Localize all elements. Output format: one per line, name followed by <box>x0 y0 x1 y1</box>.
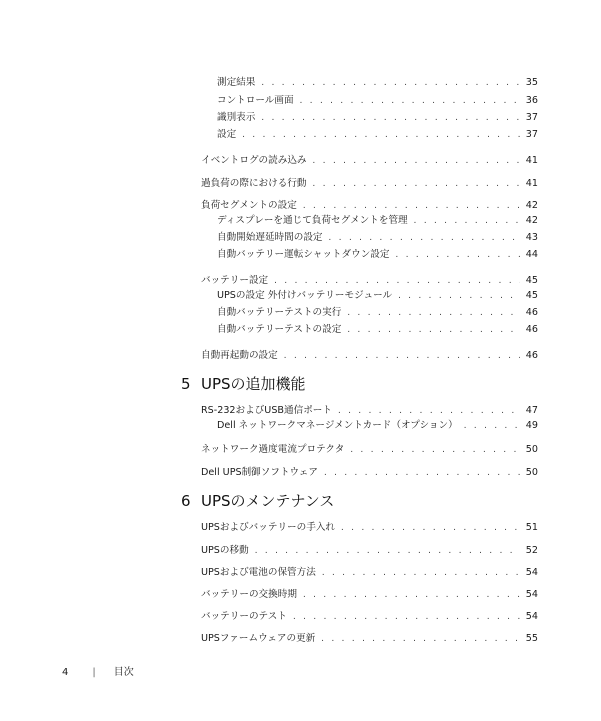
dot-leader <box>303 587 520 603</box>
dot-leader <box>284 348 520 364</box>
toc-entry[interactable] <box>217 288 538 304</box>
dot-leader <box>313 153 520 169</box>
toc-entry[interactable] <box>217 75 538 91</box>
toc-entry[interactable] <box>201 520 538 536</box>
toc-entry-label: Dell ネットワークマネージメントカード（オプション） <box>217 420 458 431</box>
dot-leader <box>396 247 520 263</box>
toc-entry-page: 45 <box>525 275 538 286</box>
toc-entry[interactable] <box>201 609 538 625</box>
toc-entry[interactable] <box>217 93 538 109</box>
footer-page-number: 4 <box>62 667 69 678</box>
toc-entry-label: バッテリー設定 <box>201 275 269 286</box>
dot-leader <box>255 543 520 559</box>
toc-entry-label: 自動バッテリー運転シャットダウン設定 <box>217 249 390 260</box>
dot-leader <box>261 75 519 91</box>
toc-entry-label: 自動バッテリーテストの実行 <box>217 307 342 318</box>
chapter-title: UPSのメンテナンス <box>201 492 335 510</box>
toc-entry-label: UPSの設定 外付けバッテリーモジュール <box>217 290 393 301</box>
toc-entry[interactable] <box>217 127 538 143</box>
toc-entry[interactable] <box>217 322 538 338</box>
dot-leader <box>303 198 520 214</box>
toc-entry-page: 46 <box>525 307 538 318</box>
toc-entry-label: バッテリーの交換時期 <box>201 589 297 600</box>
chapter-title: UPSの追加機能 <box>201 375 306 393</box>
chapter-number: 5 <box>181 375 191 393</box>
toc-entry-label: ネットワーク過度電流プロテクタ <box>201 444 345 455</box>
toc-entry-label: 自動開始遅延時間の設定 <box>217 232 323 243</box>
toc-entry[interactable] <box>201 348 538 364</box>
dot-leader <box>321 631 520 647</box>
toc-entry-label: 過負荷の際における行動 <box>201 178 307 189</box>
toc-entry-page: 52 <box>525 545 538 556</box>
chapter-heading[interactable] <box>181 373 306 395</box>
dot-leader <box>274 273 520 289</box>
toc-entry-label: UPSファームウェアの更新 <box>201 633 316 644</box>
dot-leader <box>414 213 520 229</box>
toc-entry-page: 55 <box>525 633 538 644</box>
toc-entry[interactable] <box>201 465 538 481</box>
toc-entry-label: 自動再起動の設定 <box>201 350 278 361</box>
dot-leader <box>261 110 519 126</box>
toc-entry-page: 41 <box>525 178 538 189</box>
chapter-number: 6 <box>181 492 191 510</box>
dot-leader <box>341 520 520 536</box>
dot-leader <box>313 176 520 192</box>
page-footer <box>62 665 134 681</box>
dot-leader <box>329 230 520 246</box>
toc-entry-label: 設定 <box>217 129 237 140</box>
toc-entry-label: 測定結果 <box>217 77 256 88</box>
toc-entry-label: 自動バッテリーテストの設定 <box>217 324 342 335</box>
toc-entry-page: 51 <box>525 522 538 533</box>
toc-entry[interactable] <box>201 273 538 289</box>
toc-entry-page: 49 <box>525 420 538 431</box>
dot-leader <box>293 609 520 625</box>
toc-entry[interactable] <box>201 631 538 647</box>
toc-entry-page: 42 <box>525 200 538 211</box>
toc-entry-label: RS-232およびUSB通信ポート <box>201 405 332 416</box>
toc-entry[interactable] <box>201 198 538 214</box>
footer-title: 目次 <box>113 667 134 678</box>
toc-entry[interactable] <box>217 230 538 246</box>
toc-entry[interactable] <box>201 543 538 559</box>
toc-entry-label: UPSの移動 <box>201 545 249 556</box>
toc-entry-label: Dell UPS制御ソフトウェア <box>201 467 318 478</box>
toc-entry-page: 36 <box>525 95 538 106</box>
footer-separator: | <box>92 667 96 678</box>
toc-entry-page: 37 <box>525 112 538 123</box>
toc-entry-page: 44 <box>525 249 538 260</box>
toc-entry-page: 43 <box>525 232 538 243</box>
toc-entry[interactable] <box>217 247 538 263</box>
toc-entry-label: UPSおよびバッテリーの手入れ <box>201 522 336 533</box>
toc-entry-page: 54 <box>525 567 538 578</box>
dot-leader <box>242 127 520 143</box>
toc-entry[interactable] <box>201 587 538 603</box>
dot-leader <box>347 322 519 338</box>
toc-entry-label: イベントログの読み込み <box>201 155 307 166</box>
dot-leader <box>338 403 520 419</box>
toc-entry[interactable] <box>201 153 538 169</box>
toc-entry-label: 識別表示 <box>217 112 256 123</box>
dot-leader <box>350 442 519 458</box>
toc-entry-label: 負荷セグメントの設定 <box>201 200 297 211</box>
toc-entry-label: UPSおよび電池の保管方法 <box>201 567 316 578</box>
toc-entry-label: バッテリーのテスト <box>201 611 287 622</box>
toc-entry-page: 50 <box>525 467 538 478</box>
toc-entry[interactable] <box>217 110 538 126</box>
toc-entry-label: コントロール画面 <box>217 95 294 106</box>
toc-entry-page: 37 <box>525 129 538 140</box>
toc-entry[interactable] <box>201 442 538 458</box>
toc-entry-page: 54 <box>525 589 538 600</box>
toc-entry[interactable] <box>201 403 538 419</box>
dot-leader <box>464 418 520 434</box>
dot-leader <box>398 288 520 304</box>
dot-leader <box>324 465 520 481</box>
toc-entry-page: 47 <box>525 405 538 416</box>
chapter-heading[interactable] <box>181 490 334 512</box>
toc-entry-page: 46 <box>525 350 538 361</box>
toc-entry-page: 45 <box>525 290 538 301</box>
toc-entry[interactable] <box>201 176 538 192</box>
toc-entry-page: 50 <box>525 444 538 455</box>
toc-entry-page: 41 <box>525 155 538 166</box>
toc-entry[interactable] <box>217 305 538 321</box>
dot-leader <box>347 305 519 321</box>
dot-leader <box>300 93 520 109</box>
toc-entry-page: 42 <box>525 215 538 226</box>
toc-entry-page: 54 <box>525 611 538 622</box>
toc-entry-page: 46 <box>525 324 538 335</box>
toc-entry[interactable] <box>201 565 538 581</box>
toc-entry[interactable] <box>217 213 538 229</box>
toc-entry-page: 35 <box>525 77 538 88</box>
dot-leader <box>322 565 520 581</box>
toc-entry[interactable] <box>217 418 538 434</box>
toc-entry-label: ディスプレーを通じて負荷セグメントを管理 <box>217 215 408 226</box>
